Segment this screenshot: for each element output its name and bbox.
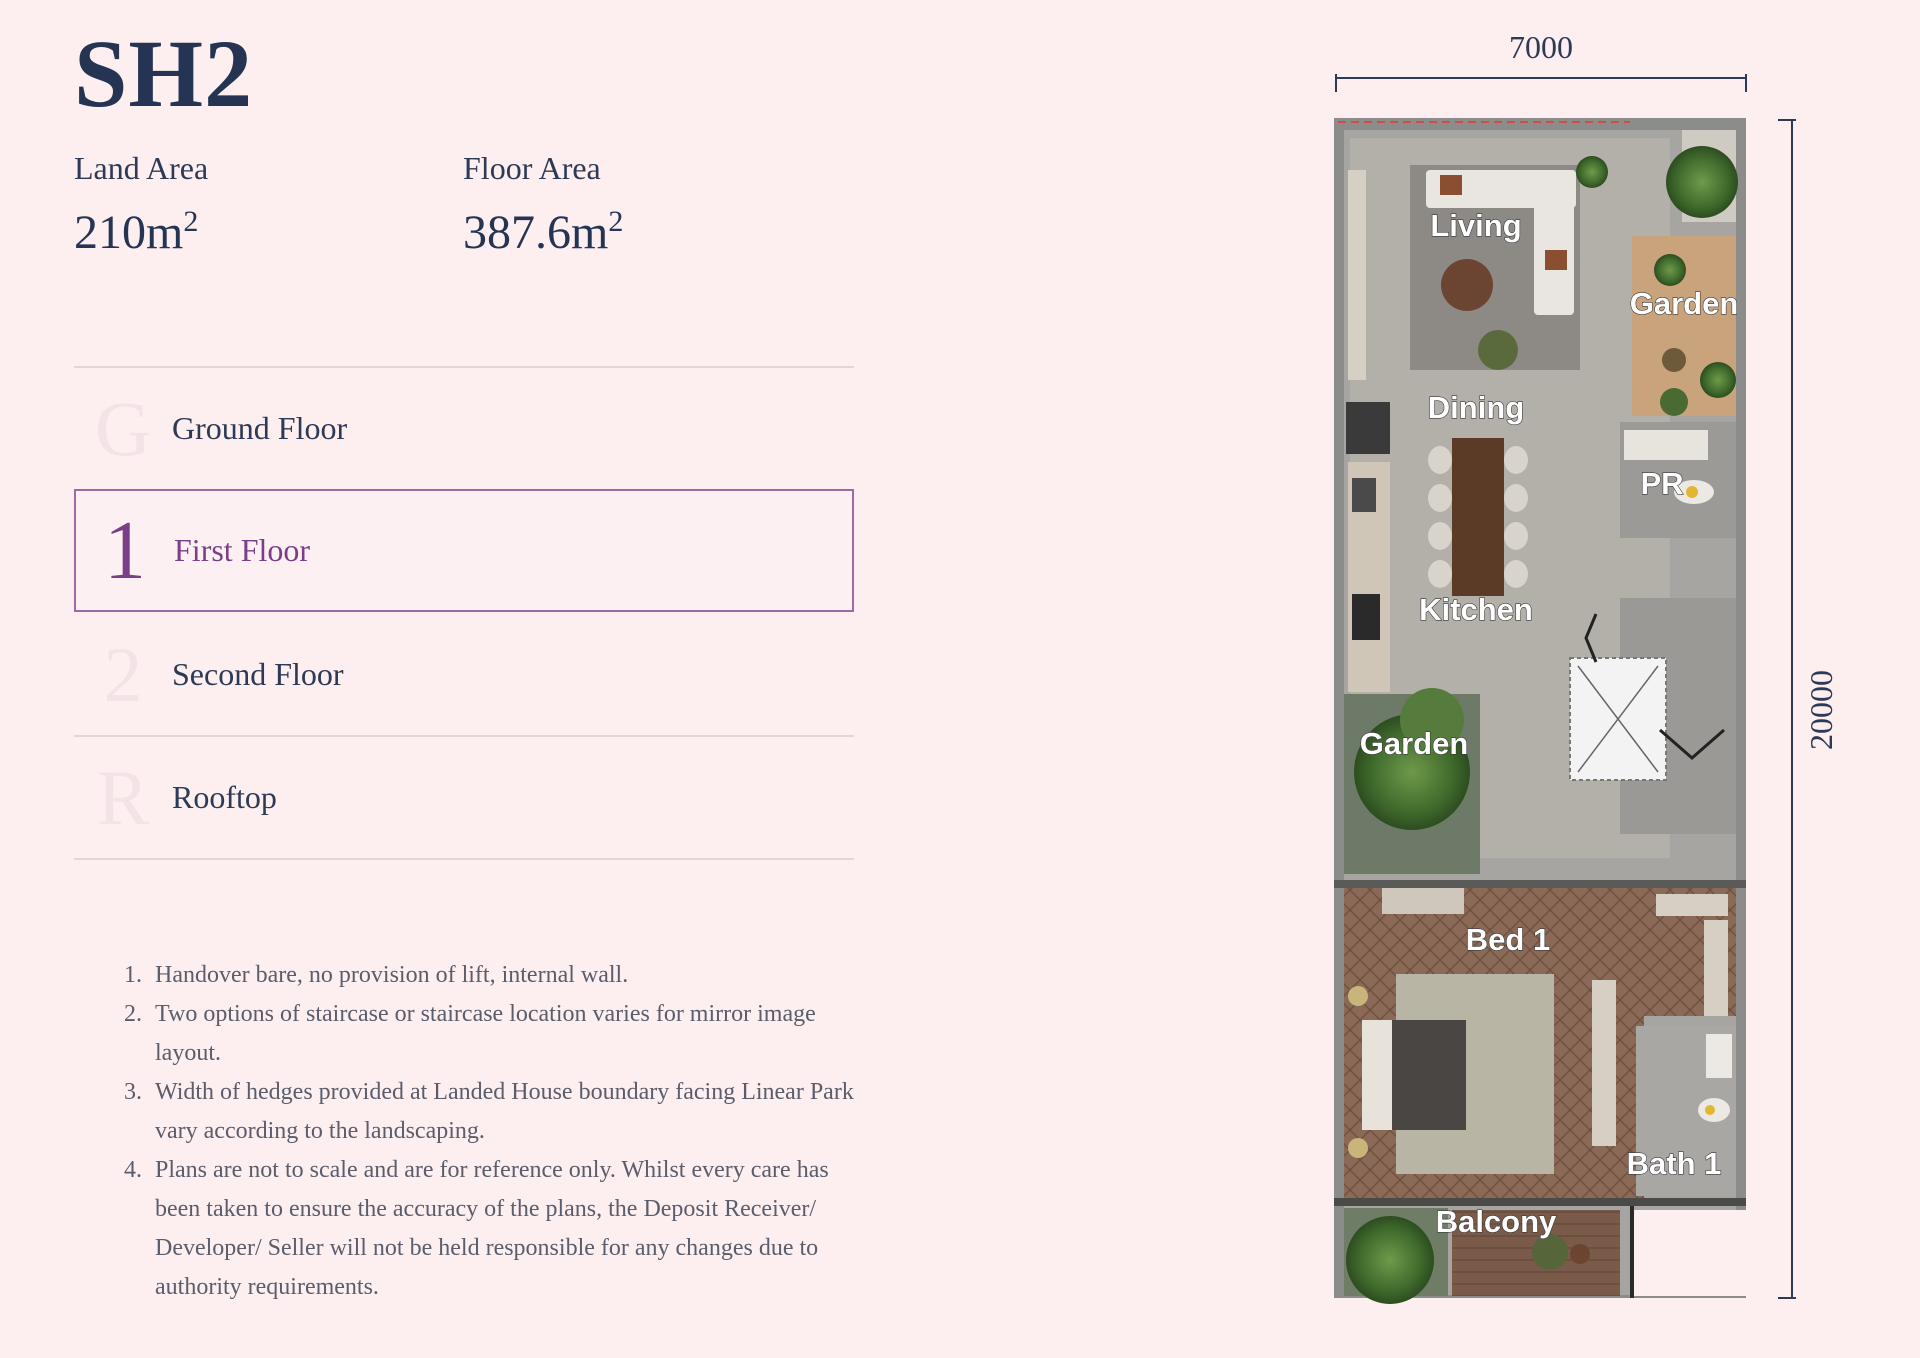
floor-tab-ground[interactable] (74, 366, 854, 489)
depth-dimension-label: 20000 (1803, 670, 1839, 750)
land-area-unit-sup: 2 (183, 205, 199, 238)
floor-name: Ground Floor (172, 410, 348, 446)
note-number: 4. (124, 1157, 142, 1183)
note-text: Handover bare, no provision of lift, internal wall. (155, 962, 629, 988)
land-area-value (74, 205, 208, 260)
note-text: Two options of staircase or staircase location varies for mirror image layout. (155, 1001, 816, 1066)
note-number: 1. (124, 962, 142, 988)
land-area-number: 210m (74, 206, 184, 259)
note-item (124, 1151, 854, 1307)
room-label-bath1: Bath 1 (1626, 1146, 1722, 1181)
room-label-garden-mid: Garden (1359, 726, 1469, 761)
note-text: Plans are not to scale and are for reference only. Whilst every care has been taken to ensure the accuracy of the plans, the Deposit Receiver/ Developer/ Seller will not be held responsible for any changes due to authority requirements. (155, 1157, 829, 1300)
living-area (1410, 156, 1608, 370)
floor-name: First Floor (174, 532, 311, 568)
model-title: SH2 (74, 20, 254, 127)
disclaimer-notes (124, 956, 854, 1307)
note-item (124, 956, 854, 995)
note-item (124, 995, 854, 1073)
note-number: 3. (124, 1079, 142, 1105)
floor-area-number: 387.6m (463, 206, 609, 259)
room-label-bed1: Bed 1 (1465, 922, 1551, 957)
floor-plan (1320, 30, 1880, 1330)
floor-letter: G (94, 384, 152, 472)
floor-plan-drawing (1320, 30, 1880, 1330)
floor-name: Second Floor (172, 656, 344, 692)
garden-mid-area (1344, 688, 1480, 874)
land-area-block (74, 150, 208, 260)
room-label-garden-top: Garden (1629, 286, 1739, 321)
room-label-living: Living (1430, 208, 1522, 243)
floor-tab-rooftop[interactable] (74, 735, 854, 860)
floor-tab-second[interactable] (74, 612, 854, 735)
note-number: 2. (124, 1001, 142, 1027)
width-dimension (1336, 30, 1746, 92)
room-label-balcony: Balcony (1435, 1204, 1557, 1239)
floor-letter: 1 (104, 504, 146, 597)
depth-dimension (1778, 120, 1839, 1298)
land-area-label: Land Area (74, 150, 209, 186)
floor-letter: R (96, 753, 150, 841)
room-label-kitchen: Kitchen (1419, 592, 1533, 627)
floor-area-value (463, 205, 623, 260)
note-item (124, 1073, 854, 1151)
floor-area-block (463, 150, 623, 260)
note-text: Width of hedges provided at Landed House boundary facing Linear Park vary according to the landscaping. (155, 1079, 854, 1144)
floor-area-unit-sup: 2 (608, 205, 624, 238)
floor-area-label: Floor Area (463, 150, 601, 186)
room-label-dining: Dining (1427, 390, 1525, 425)
room-label-pr: PR (1640, 466, 1684, 501)
floor-selector (74, 366, 854, 860)
width-dimension-label: 7000 (1509, 30, 1573, 65)
floor-letter: 2 (103, 630, 143, 718)
floor-tab-first[interactable] (74, 489, 854, 612)
floor-name: Rooftop (172, 779, 277, 815)
